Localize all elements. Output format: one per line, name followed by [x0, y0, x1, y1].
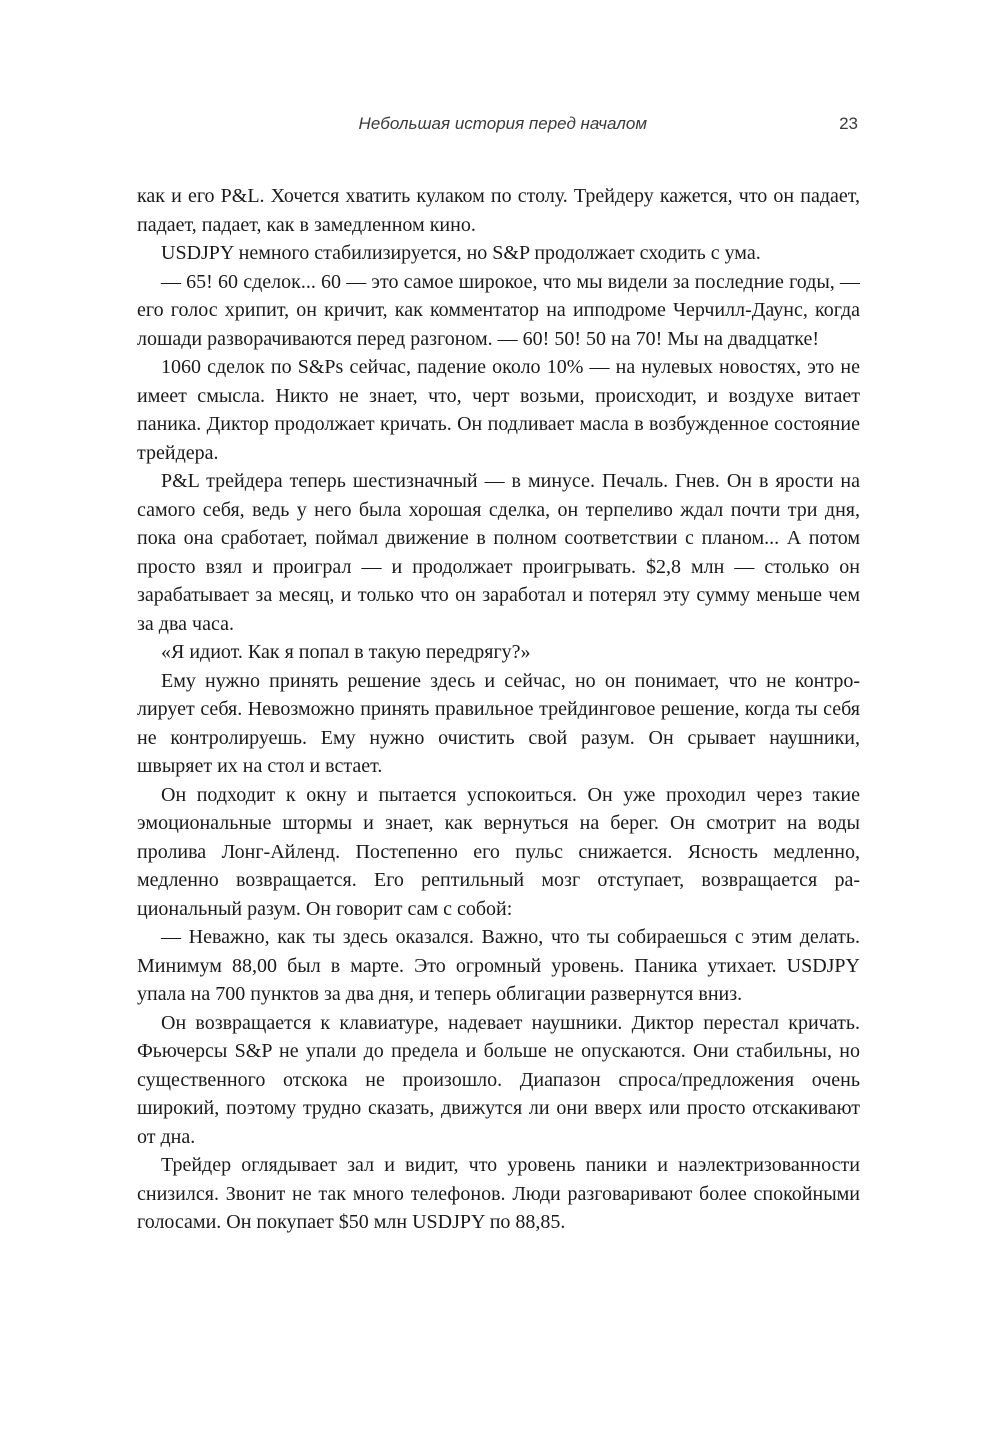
- body-text: [137, 182, 860, 1237]
- paragraph: Трейдер оглядывает зал и видит, что уровень паники и наэлектризованности снизился. Звонит не так много телефонов. Люди разговаривают более спокойными голосами. Он покупает $50 млн USDJPY по 88,85.: [137, 1154, 860, 1233]
- paragraph: Ему нужно принять решение здесь и сейчас, но он понимает, что не контролирует себя. Невозможно принять правильное трейдинговое решение, когда ты себя не контролируешь. Ему нужно очистить свой разум. Он срывает наушники, швыряет их на стол и встает.: [137, 669, 860, 777]
- paragraph: 1060 сделок по S&Ps сейчас, падение около 10% — на нулевых новостях, это не имеет смысла. Никто не знает, что, черт возьми, происходит, и воздухе витает паника. Диктор продолжает кричать. Он подливает масла в возбужденное состояние трейдера.: [137, 356, 860, 464]
- paragraph: Он подходит к окну и пытается успокоиться. Он уже проходил через такие эмоциональные штормы и знает, как вернуться на берег. Он смотрит на воды пролива Лонг-Айленд. Постепенно его пульс снижается. Ясность медленно, медленно возвращается. Его рептильный мозг отступает, возвращается рациональный разум. Он говорит сам с собой:: [137, 783, 860, 920]
- paragraph: как и его P&L. Хочется хватить кулаком по столу. Трейдеру кажется, что он падает, падает, падает, как в замедленном кино.: [137, 185, 860, 236]
- running-title: Небольшая история перед началом: [358, 114, 647, 133]
- paragraph: USDJPY немного стабилизируется, но S&P продолжает сходить с ума.: [161, 242, 761, 264]
- paragraph: «Я идиот. Как я попал в такую передрягу?»: [161, 641, 531, 663]
- page-header: [137, 114, 860, 140]
- paragraph: P&L трейдера теперь шестизначный — в минусе. Печаль. Гнев. Он в ярости на самого себя, ведь у него была хорошая сделка, он терпеливо ждал почти три дня, пока она сработает, поймал движение в полном соответствии с планом... А потом просто взял и проиграл — и продолжает проигрывать. $2,8 млн — столько он зарабатывает за месяц, и только что он заработал и потерял эту сумму меньше чем за два часа.: [137, 470, 860, 635]
- paragraph: Он возвращается к клавиатуре, надевает наушники. Диктор перестал кричать. Фьючерсы S&P не упали до предела и больше не опускаются. Они стабильны, но существенного отскока не произошло. Диапазон спроса/предложения очень широкий, поэтому трудно сказать, движутся ли они вверх или просто отскакивают от дна.: [137, 1011, 860, 1148]
- page-number: 23: [839, 114, 858, 133]
- paragraph: — 65! 60 сделок... 60 — это самое широкое, что мы видели за последние годы, — его голос хрипит, он кричит, как комментатор на ипподроме Черчилл-Даунс, когда лошади разворачиваются перед разгоном. — 60! 50! 50 на 70! Мы на двадцатке!: [137, 270, 860, 350]
- paragraph: — Неважно, как ты здесь оказался. Важно, что ты собираешься с этим делать. Минимум 88,00 был в марте. Это огромный уровень. Паника утихает. USDJPY упала на 700 пунктов за два дня, и теперь облигации развернутся вниз.: [137, 926, 860, 1005]
